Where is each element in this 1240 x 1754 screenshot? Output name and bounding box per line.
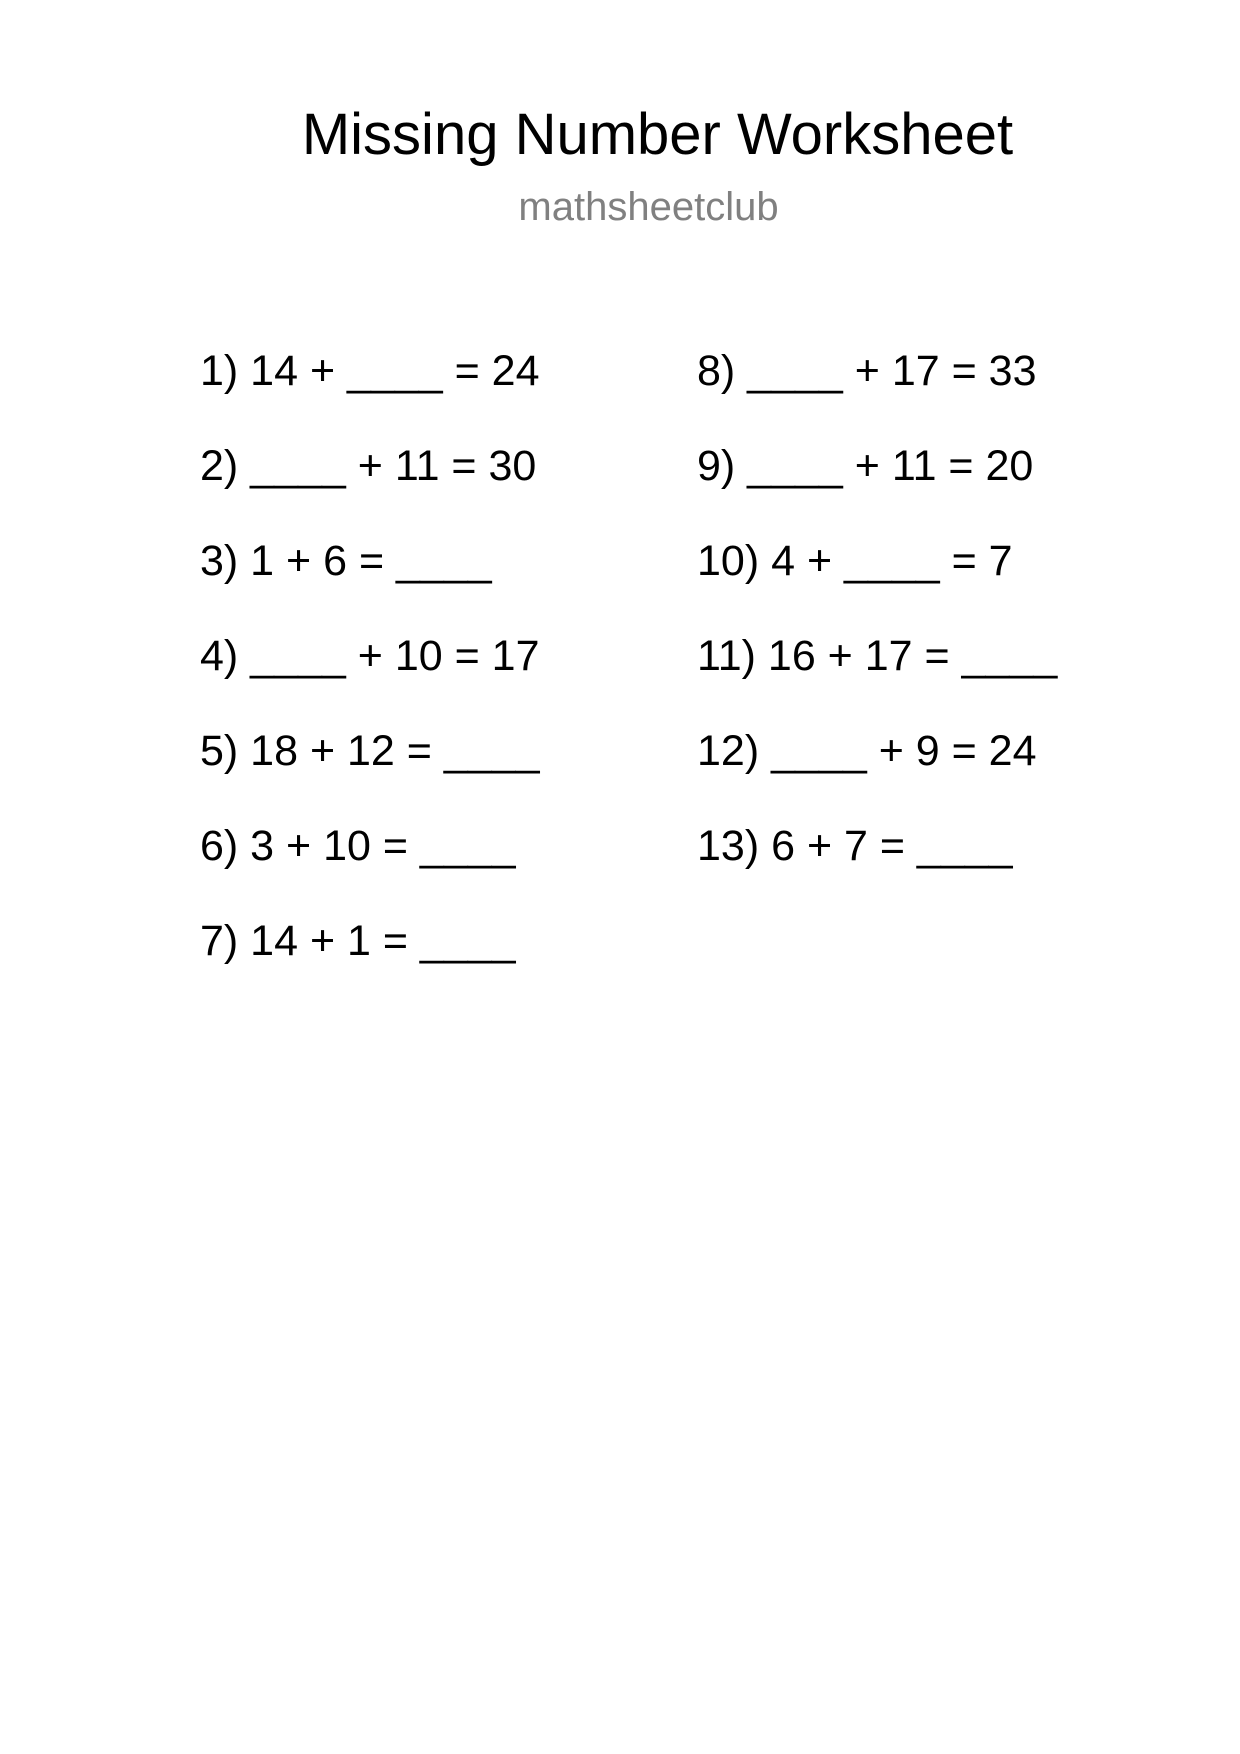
- problem-item: 8) ____ + 17 = 33: [697, 347, 1037, 395]
- problem-item: 6) 3 + 10 = ____: [200, 822, 516, 870]
- problem-item: 9) ____ + 11 = 20: [697, 442, 1034, 490]
- problem-item: 3) 1 + 6 = ____: [200, 537, 492, 585]
- problem-column-right: [697, 345, 1057, 915]
- problem-item: 5) 18 + 12 = ____: [200, 727, 540, 775]
- problem-item: 2) ____ + 11 = 30: [200, 442, 537, 490]
- problem-item: 13) 6 + 7 = ____: [697, 822, 1013, 870]
- problem-item: 12) ____ + 9 = 24: [697, 727, 1037, 775]
- problem-column-left: [200, 345, 540, 1010]
- page-title: Missing Number Worksheet: [301, 102, 1014, 167]
- problem-item: 11) 16 + 17 = ____: [697, 632, 1058, 680]
- problem-item: 1) 14 + ____ = 24: [200, 347, 540, 395]
- problem-item: 4) ____ + 10 = 17: [200, 632, 540, 680]
- page-subtitle: mathsheetclub: [518, 185, 779, 229]
- problem-item: 7) 14 + 1 = ____: [200, 917, 516, 965]
- problem-item: 10) 4 + ____ = 7: [697, 537, 1013, 585]
